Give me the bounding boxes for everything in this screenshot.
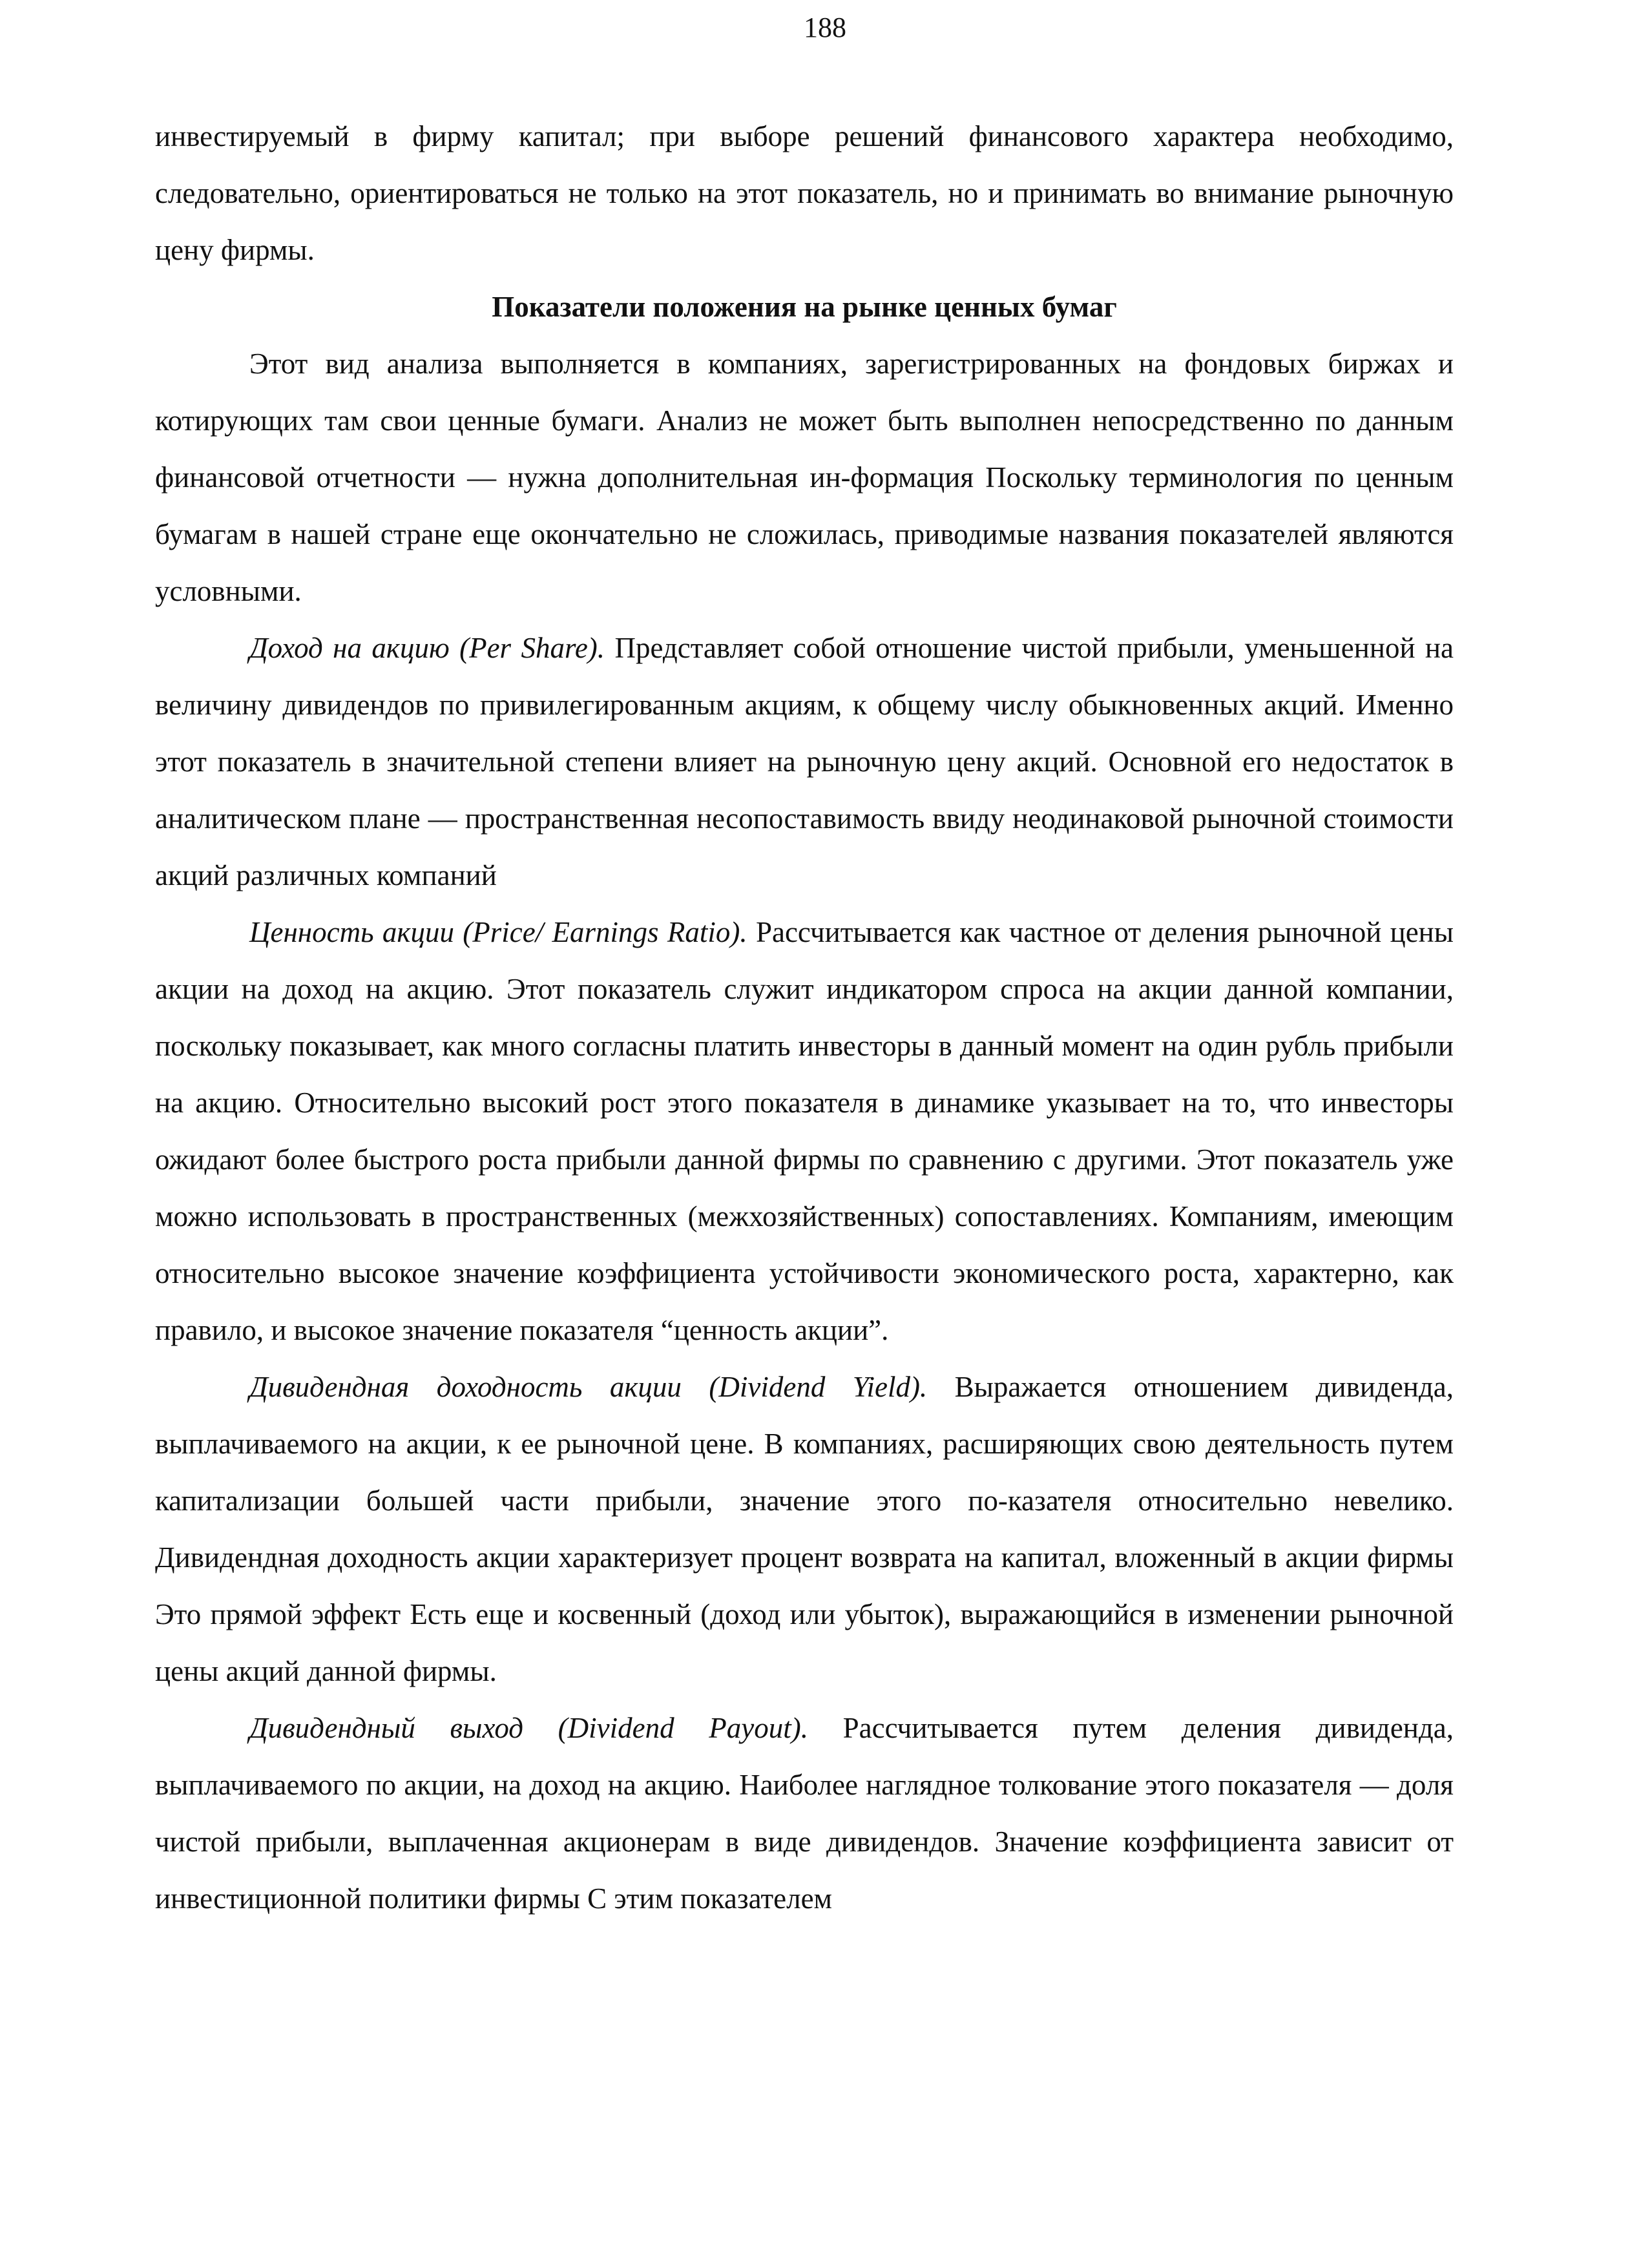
term-dividend-yield: Дивидендная доходность акции (Dividend Yield). [249,1371,928,1403]
paragraph-dividend-payout [155,1700,1454,1927]
paragraph-text: Рассчитывается как частное от деления рыночной цены акции на доход на акцию. Этот показатель служит индикатором спроса на акции данной компании, поскольку показывает, как много согласны платить инвесторы в данный момент на один рубль прибыли на акцию. Относительно высокий рост этого показателя в динамике указывает на то, что инвесторы ожидают более быстрого роста прибыли данной фирмы по сравнению с другими. Этот показатель уже можно использовать в пространственных (межхозяйственных) сопоставлениях. Компаниям, имеющим относительно высокое значение коэффициента устойчивости экономического роста, характерно, как правило, и высокое значение показателя “ценность акции”. [155,916,1454,1346]
paragraph-price-earnings [155,904,1454,1358]
paragraph-continuation [155,108,1454,278]
paragraph-text: Рассчитывается путем деления дивиденда, выплачиваемого по акции, на доход на акцию. Наиболее наглядное толкование этого показателя — доля чистой прибыли, выплаченная акционерам в виде дивидендов. Значение коэффициента зависит от инвестиционной политики фирмы С этим показателем [155,1712,1454,1915]
term-price-earnings: Ценность акции (Price/ Earnings Ratio). [249,916,747,948]
paragraph-intro [155,335,1454,619]
term-dividend-payout: Дивидендный выход (Dividend Payout). [249,1712,808,1744]
paragraph-earnings-per-share [155,619,1454,904]
paragraph-text: Этот вид анализа выполняется в компаниях, зарегистрированных на фондовых биржах и котирующих там свои ценные бумаги. Анализ не может быть выполнен непосредственно по данным финансовой отчетности — нужна дополнительная ин-формация Поскольку терминология по ценным бумагам в нашей стране еще окончательно не сложилась, приводимые названия показателей являются условными. [155,348,1454,607]
section-heading: Показатели положения на рынке ценных бумаг [492,291,1117,323]
paragraph-text: Представляет собой отношение чистой прибыли, уменьшенной на величину дивидендов по привилегированным акциям, к общему числу обыкновенных акций. Именно этот показатель в значительной степени влияет на рыночную цену акций. Основной его недостаток в аналитическом плане — пространственная несопоставимость ввиду неодинаковой рыночной стоимости акций различных компаний [155,632,1454,891]
paragraph-text: инвестируемый в фирму капитал; при выборе решений финансового характера необходимо, следовательно, ориентироваться не только на этот показатель, но и принимать во внимание рыночную цену фирмы. [155,120,1454,266]
paragraph-text: Выражается отношением дивиденда, выплачиваемого на акции, к ее рыночной цене. В компаниях, расширяющих свою деятельность путем капитализации большей части прибыли, значение этого по-казателя относительно невелико. Дивидендная доходность акции характеризует процент возврата на капитал, вложенный в акции фирмы Это прямой эффект Есть еще и косвенный (доход или убыток), выражающийся в изменении рыночной цены акций данной фирмы. [155,1371,1454,1687]
term-earnings-per-share: Доход на акцию (Per Share). [249,632,605,664]
body-text [155,108,1454,1927]
paragraph-dividend-yield [155,1358,1454,1700]
page-number: 188 [804,12,846,43]
